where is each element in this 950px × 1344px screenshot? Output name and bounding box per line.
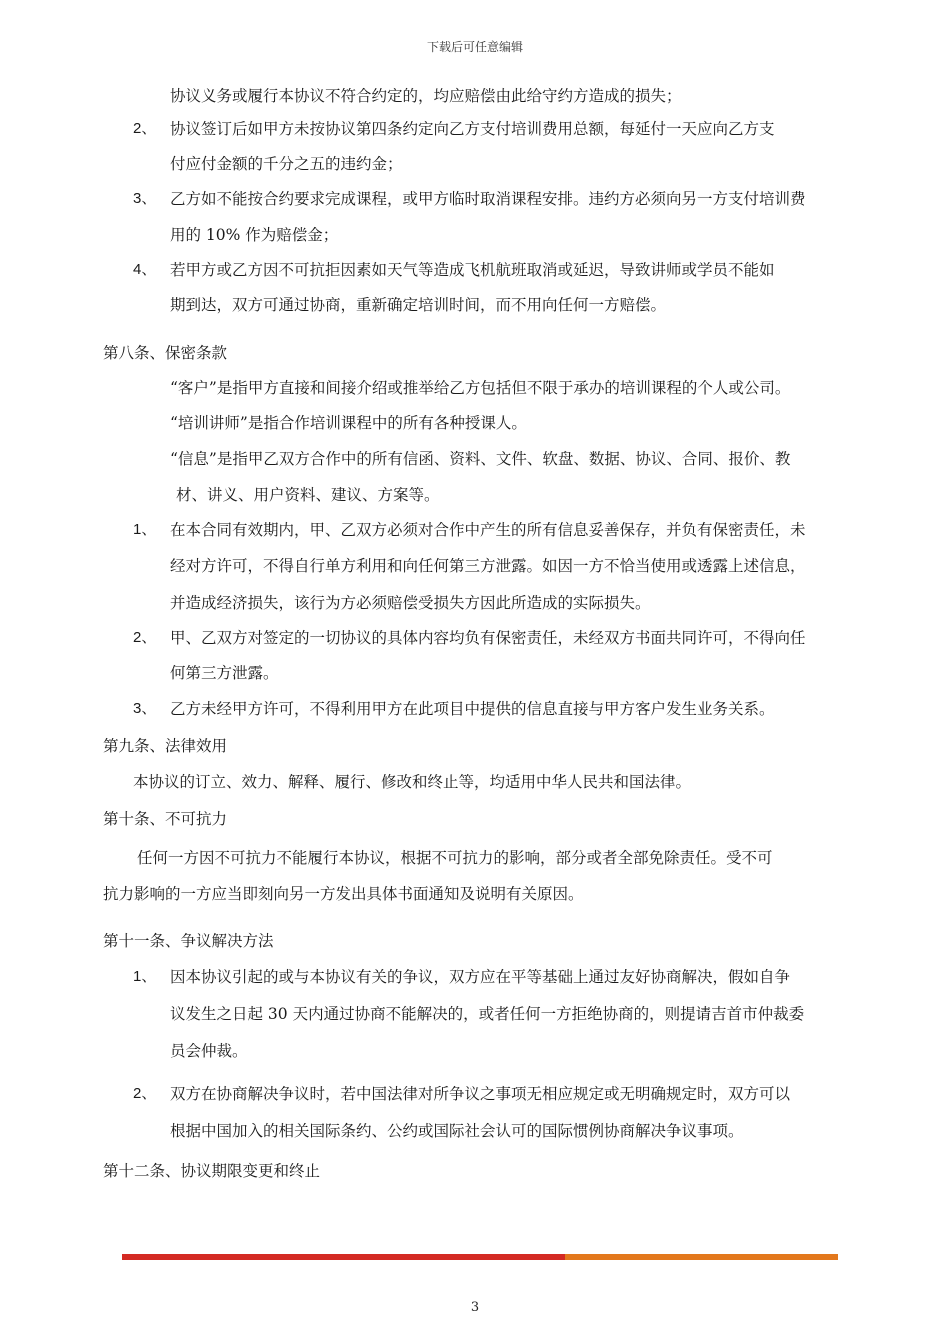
section8-item3-number: 3、 xyxy=(133,700,157,717)
section7-item2-line1: 协议签订后如甲方未按协议第四条约定向乙方支付培训费用总额，每延付一天应向乙方支 xyxy=(170,120,775,138)
section7-item3-number: 3、 xyxy=(133,190,157,207)
section8-item1-line3: 并造成经济损失，该行为方必须赔偿受损失方因此所造成的实际损失。 xyxy=(170,594,651,612)
section8-def-info-line1: “信息”是指甲乙双方合作中的所有信函、资料、文件、软盘、数据、协议、合同、报价、教 xyxy=(170,450,791,468)
section8-item3-line1: 乙方未经甲方许可，不得利用甲方在此项目中提供的信息直接与甲方客户发生业务关系。 xyxy=(170,700,775,718)
section11-title: 第十一条、争议解决方法 xyxy=(103,932,274,950)
section11-item1-line1: 因本协议引起的或与本协议有关的争议，双方应在平等基础上通过友好协商解决，假如自争 xyxy=(170,968,791,986)
section11-item1-line3: 员会仲裁。 xyxy=(170,1042,248,1060)
section11-item1-line2: 议发生之日起 30 天内通过协商不能解决的，或者任何一方拒绝协商的，则提请吉首市仲裁委 xyxy=(170,1005,805,1023)
page-number: 3 xyxy=(470,1300,480,1315)
section8-def-trainer: “培训讲师”是指合作培训课程中的所有各种授课人。 xyxy=(170,414,527,432)
section7-item3-line2: 用的 10% 作为赔偿金； xyxy=(170,226,339,244)
section8-item1-line2: 经对方许可，不得自行单方利用和向任何第三方泄露。如因一方不恰当使用或透露上述信息， xyxy=(170,557,806,575)
section7-item4-number: 4、 xyxy=(133,261,157,278)
section11-item2-line2: 根据中国加入的相关国际条约、公约或国际社会认可的国际惯例协商解决争议事项。 xyxy=(170,1122,744,1140)
section8-item2-number: 2、 xyxy=(133,629,157,646)
section9-body: 本协议的订立、效力、解释、履行、修改和终止等，均适用中华人民共和国法律。 xyxy=(133,773,692,791)
section8-def-info-line2: 材、讲义、用户资料、建议、方案等。 xyxy=(176,486,440,504)
section7-item2-line2: 付应付金额的千分之五的违约金； xyxy=(170,155,403,173)
section10-title: 第十条、不可抗力 xyxy=(103,810,228,828)
footer-bar-orange xyxy=(565,1254,838,1260)
section11-item2-number: 2、 xyxy=(133,1085,157,1102)
section7-item2-number: 2、 xyxy=(133,120,157,137)
section7-item4-line1: 若甲方或乙方因不可抗拒因素如天气等造成飞机航班取消或延迟，导致讲师或学员不能如 xyxy=(170,261,775,279)
section7-item3-line1: 乙方如不能按合约要求完成课程，或甲方临时取消课程安排。违约方必须向另一方支付培训费 xyxy=(170,190,806,208)
section7-continuation: 协议义务或履行本协议不符合约定的，均应赔偿由此给守约方造成的损失； xyxy=(170,87,682,105)
section12-title: 第十二条、协议期限变更和终止 xyxy=(103,1162,321,1180)
section7-item4-line2: 期到达，双方可通过协商，重新确定培训时间，而不用向任何一方赔偿。 xyxy=(170,296,667,314)
section8-def-customer: “客户”是指甲方直接和间接介绍或推举给乙方包括但不限于承办的培训课程的个人或公司。 xyxy=(170,379,791,397)
section9-title: 第九条、法律效用 xyxy=(103,737,228,755)
section8-item1-line1: 在本合同有效期内，甲、乙双方必须对合作中产生的所有信息妥善保存，并负有保密责任，未 xyxy=(170,521,806,539)
section8-title: 第八条、保密条款 xyxy=(103,344,228,362)
section10-line2: 抗力影响的一方应当即刻向另一方发出具体书面通知及说明有关原因。 xyxy=(103,885,584,903)
section10-line1: 任何一方因不可抗力不能履行本协议，根据不可抗力的影响，部分或者全部免除责任。受不可 xyxy=(137,849,773,867)
footer-bar-red xyxy=(122,1254,565,1260)
section11-item2-line1: 双方在协商解决争议时，若中国法律对所争议之事项无相应规定或无明确规定时，双方可以 xyxy=(170,1085,791,1103)
section8-item2-line1: 甲、乙双方对签定的一切协议的具体内容均负有保密责任，未经双方书面共同许可，不得向任 xyxy=(170,629,806,647)
section8-item2-line2: 何第三方泄露。 xyxy=(170,664,279,682)
page-header: 下载后可任意编辑 xyxy=(426,40,523,54)
section11-item1-number: 1、 xyxy=(133,968,157,985)
section8-item1-number: 1、 xyxy=(133,521,157,538)
